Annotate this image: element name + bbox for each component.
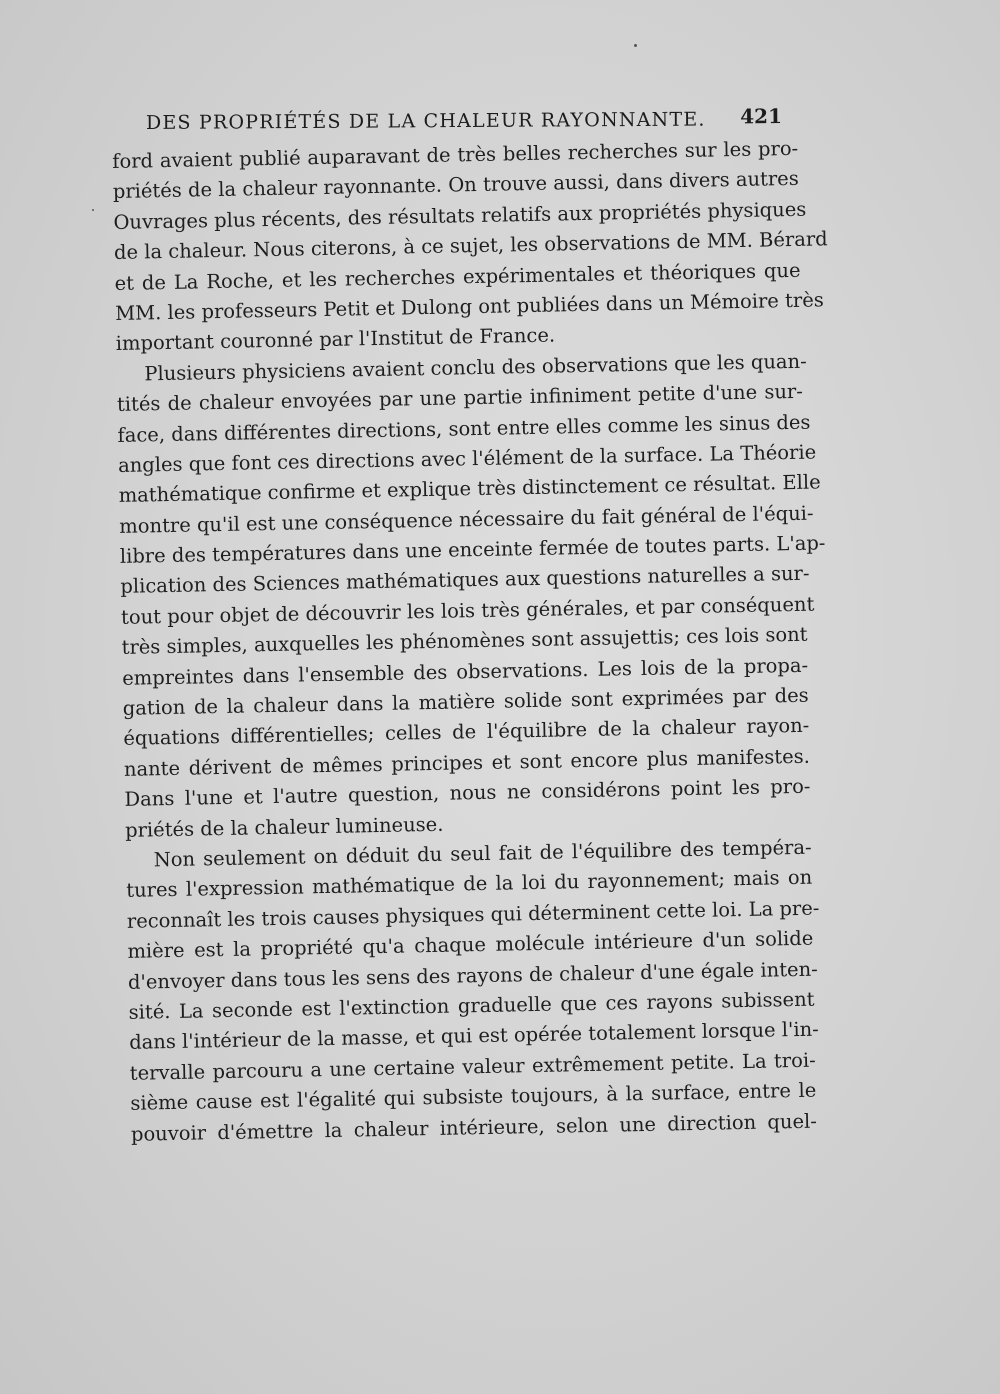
- text-line: sième cause est l'égalité qui subsiste toujours, à la surface, entre le: [130, 1078, 817, 1115]
- paragraph: [116, 347, 826, 846]
- text-line: très simples, auxquelles les phénomènes sont assujettis; ces lois sont: [121, 622, 808, 660]
- body-text: [112, 134, 828, 1150]
- text-line: tout pour objet de découvrir les lois très générales, et par conséquent: [120, 592, 815, 629]
- text-line: équations différentielles; celles de l'équilibre de la chaleur rayon-: [123, 714, 810, 751]
- text-line: sité. La seconde est l'extinction graduelle que ces rayons subissent: [128, 987, 815, 1024]
- text-line: de la chaleur. Nous citerons, à ce sujet, les observations de MM. Bérard: [113, 227, 828, 265]
- text-line: priétés de la chaleur lumineuse.: [124, 812, 444, 842]
- text-line: pouvoir d'émettre la chaleur intérieure, selon une direction quel-: [130, 1109, 818, 1146]
- text-line: important couronné par l'Institut de France.: [115, 323, 556, 356]
- text-line: mière est la propriété qu'a chaque molécule intérieure d'un solide: [127, 926, 814, 964]
- running-title: DES PROPRIÉTÉS DE LA CHALEUR RAYONNANTE.: [145, 108, 706, 134]
- text-line: d'envoyer dans tous les sens des rayons de chaleur d'une égale inten-: [127, 957, 818, 994]
- text-line: face, dans différentes directions, sont entre elles comme les sinus des: [117, 410, 811, 447]
- paragraph: [125, 833, 820, 1150]
- text-line: Non seulement on déduit du seul fait de l'équilibre des tempéra-: [153, 835, 812, 872]
- text-line: priétés de la chaleur rayonnante. On trouve aussi, dans divers autres: [112, 167, 799, 204]
- text-line: Dans l'une et l'autre question, nous ne considérons point les pro-: [124, 774, 811, 812]
- ink-speck: [634, 44, 637, 47]
- text-line: MM. les professeurs Petit et Dulong ont publiées dans un Mémoire très: [114, 288, 824, 325]
- text-line: tures l'expression mathématique de la loi du rayonnement; mais on: [126, 866, 813, 903]
- ink-speck: [92, 209, 94, 211]
- text-line: Ouvrages plus récents, des résultats relatifs aux propriétés physiques: [113, 197, 807, 234]
- text-line: reconnaît les trois causes physiques qui déterminent cette loi. La pre-: [126, 896, 820, 933]
- page-number: 421: [740, 104, 783, 129]
- text-line: plication des Sciences mathématiques aux questions naturelles a sur-: [120, 562, 810, 599]
- text-line: gation de la chaleur dans la matière solide sont exprimées par des: [122, 683, 809, 720]
- text-line: Plusieurs physiciens avaient conclu des observations que les quan-: [144, 349, 807, 386]
- text-line: tités de chaleur envoyées par une partie infiniment petite d'une sur-: [116, 379, 804, 417]
- text-line: ford avaient publié auparavant de très belles recherches sur les pro-: [112, 136, 799, 173]
- text-line: nante dérivent de mêmes principes et sont encore plus manifestes.: [123, 744, 811, 781]
- text-line: angles que font ces directions avec l'élément de la surface. La Théorie: [117, 440, 817, 477]
- text-line: et de La Roche, et les recherches expérimentales et théoriques que: [114, 258, 801, 295]
- text-line: libre des températures dans une enceinte fermée de toutes parts. L'ap-: [119, 531, 826, 569]
- text-line: tervalle parcouru a une certaine valeur extrêmement petite. La troi-: [129, 1048, 816, 1085]
- text-line: empreintes dans l'ensemble des observations. Les lois de la propa-: [121, 653, 809, 690]
- text-line: montre qu'il est une conséquence nécessaire du fait général de l'équi-: [119, 501, 814, 538]
- text-line: mathématique confirme et explique très distinctement ce résultat. Elle: [118, 470, 821, 508]
- text-line: dans l'intérieur de la masse, et qui est opérée totalement lorsque l'in-: [128, 1017, 819, 1055]
- paragraph: [112, 134, 828, 360]
